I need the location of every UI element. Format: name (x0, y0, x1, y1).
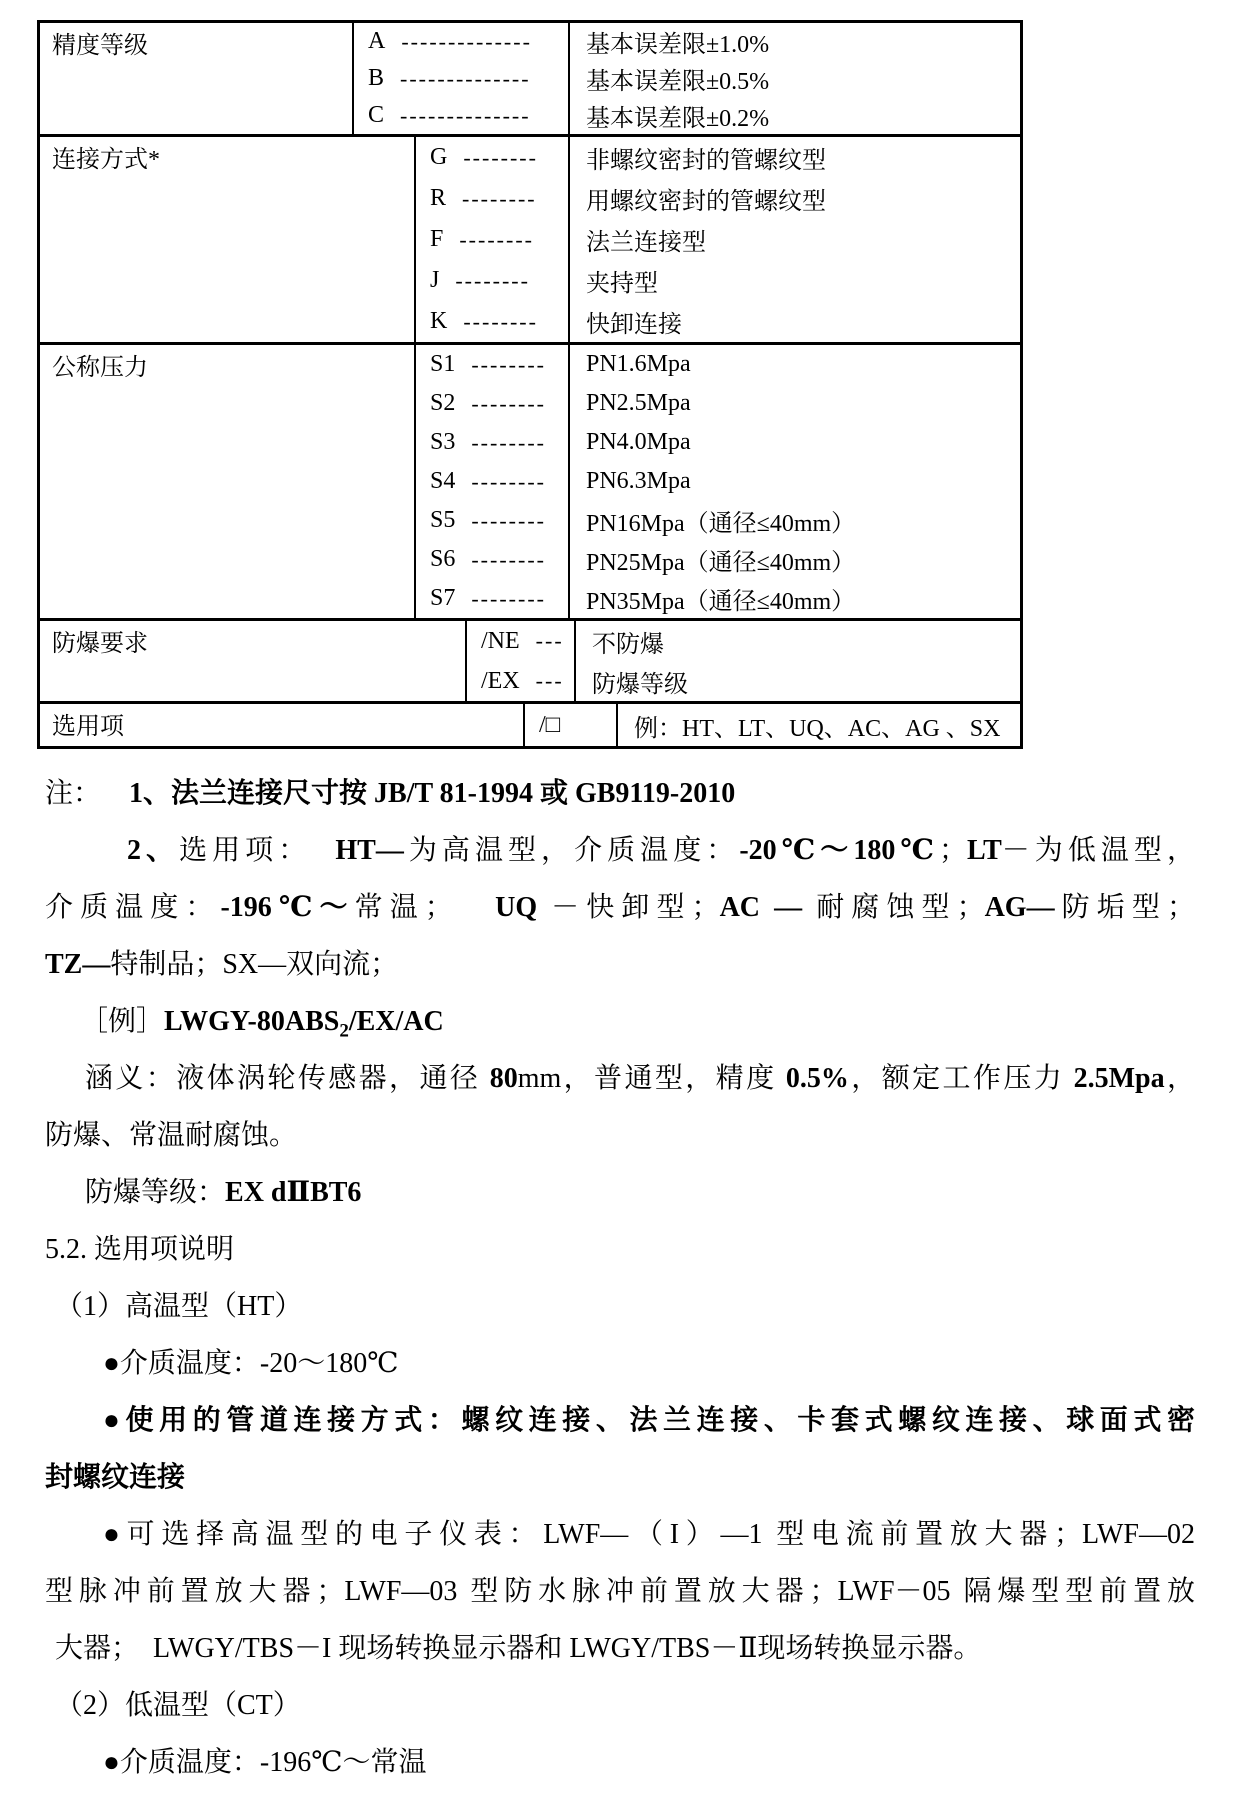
section-label: 公称压力 (40, 345, 416, 618)
note-text-segment: 大器； LWGY/TBS－I 现场转换显示器和 LWGY/TBS－Ⅱ现场转换显示器。 (55, 1633, 982, 1664)
row-description: PN35Mpa（通径≤40mm） (568, 579, 1020, 618)
table-row (416, 219, 1020, 260)
note-text-segment: 型脉冲前置放大器；LWF—03 型防水脉冲前置放大器；LWF－05 隔爆型型前置放 (45, 1576, 1195, 1607)
note-line (45, 936, 1195, 993)
note-text-segment: 1、法兰连接尺寸按 JB/T 81-1994 或 GB9119-2010 (129, 778, 736, 809)
note-text-segment: 5.2. 选用项说明 (45, 1234, 235, 1265)
row-code: R (430, 185, 447, 211)
table-row (416, 501, 1020, 540)
note-text-segment: LT (966, 835, 1002, 866)
note-line (45, 1107, 1195, 1164)
row-dash-leader: -------- (455, 267, 530, 293)
note-text-segment: 防爆等级： (85, 1177, 226, 1208)
row-code-cell (416, 137, 568, 178)
note-text-segment: 防垢型； (1054, 892, 1195, 923)
row-code-cell (416, 219, 568, 260)
row-code: F (430, 226, 444, 252)
note-text-segment: 为高温型，介质温度： (403, 835, 740, 866)
row-code: /EX (481, 667, 520, 694)
note-line (45, 765, 1195, 822)
note-text-segment: 80 (489, 1063, 518, 1094)
row-dash-leader: -------- (471, 390, 546, 416)
row-code-cell (416, 501, 568, 540)
row-code-cell (416, 462, 568, 501)
row-description: 非螺纹密封的管螺纹型 (568, 137, 1020, 178)
note-line (45, 1506, 1195, 1563)
row-code-cell (525, 704, 616, 746)
row-code: G (430, 144, 448, 170)
row-dash-leader: -------- (459, 226, 534, 252)
table-section-optional-items (40, 701, 1020, 746)
row-code-cell (416, 301, 568, 342)
row-code-cell (416, 260, 568, 301)
note-text-segment: 0.5% (785, 1063, 849, 1094)
note-text-segment: AG— (984, 892, 1055, 923)
table-row (354, 23, 1020, 60)
section-rows (525, 704, 1020, 746)
row-dash-leader: -------------- (400, 102, 531, 128)
note-line (45, 1164, 1195, 1221)
note-text-segment: ，额定工作压力 (848, 1063, 1074, 1094)
row-code-cell (416, 423, 568, 462)
note-text-segment: ［例］ (80, 1006, 165, 1037)
note-text-segment: 特制品；SX—双向流； (110, 949, 399, 980)
note-line (45, 1620, 1195, 1677)
row-description: 快卸连接 (568, 301, 1020, 342)
row-dash-leader: -------- (471, 546, 546, 572)
note-text-segment: -196℃～ (220, 892, 355, 923)
section-label: 精度等级 (40, 23, 354, 134)
row-description: 不防爆 (574, 621, 1020, 661)
note-text-segment: ●使用的管道连接方式：螺纹连接、法兰连接、卡套式螺纹连接、球面式密 (103, 1405, 1195, 1436)
note-text-segment: UQ (495, 892, 538, 923)
note-text-segment: 选用项： (179, 835, 336, 866)
row-description: 基本误差限±0.2% (568, 97, 1020, 134)
table-section-explosion-proof (40, 618, 1020, 701)
row-dash-leader: -------- (462, 185, 537, 211)
note-line (45, 822, 1195, 879)
row-code: S2 (430, 390, 456, 416)
table-row (416, 178, 1020, 219)
section-label: 连接方式* (40, 137, 416, 342)
row-code: C (368, 102, 385, 128)
row-dash-leader: -------------- (401, 28, 532, 54)
note-text-segment: （2）低温型（CT） (55, 1690, 301, 1721)
row-code: B (368, 65, 385, 91)
note-text-segment: LWGY-80ABS (164, 1006, 340, 1037)
section-rows (416, 345, 1020, 618)
note-text-segment: ； (938, 835, 967, 866)
note-text-segment: －快卸型； (537, 892, 720, 923)
note-text-segment: 注： (45, 778, 102, 809)
row-description: PN4.0Mpa (568, 423, 1020, 462)
row-code: K (430, 308, 448, 334)
note-text-segment (101, 778, 129, 809)
note-line (45, 1221, 1195, 1278)
row-code: S4 (430, 468, 456, 494)
note-text-segment: 2 (339, 1020, 349, 1042)
row-dash-leader: -------- (471, 585, 546, 611)
row-description: 用螺纹密封的管螺纹型 (568, 178, 1020, 219)
row-description: 防爆等级 (574, 661, 1020, 701)
note-line (45, 1734, 1195, 1791)
row-description: PN25Mpa（通径≤40mm） (568, 540, 1020, 579)
row-description: PN16Mpa（通径≤40mm） (568, 501, 1020, 540)
table-row (416, 384, 1020, 423)
table-section-connection-type (40, 134, 1020, 342)
note-line (45, 1563, 1195, 1620)
table-row (416, 301, 1020, 342)
table-row (354, 60, 1020, 97)
row-code: S1 (430, 351, 456, 377)
row-description: 例：HT、LT、UQ、AC、AG 、SX (616, 704, 1020, 746)
row-code-cell (467, 661, 574, 701)
row-description: 基本误差限±1.0% (568, 23, 1020, 60)
table-row (416, 345, 1020, 384)
note-text-segment: 2、 (127, 835, 180, 866)
note-line (45, 1278, 1195, 1335)
row-dash-leader: --- (535, 668, 564, 693)
row-code: S7 (430, 585, 456, 611)
note-text-segment: TZ— (45, 949, 111, 980)
note-line (45, 1677, 1195, 1734)
note-text-segment: ●介质温度：-20～180℃ (103, 1348, 399, 1379)
row-code: S5 (430, 507, 456, 533)
table-row (354, 97, 1020, 134)
note-line (45, 993, 1195, 1050)
table-row (416, 462, 1020, 501)
spec-table (37, 20, 1023, 749)
table-section-nominal-pressure (40, 342, 1020, 618)
note-text-segment: HT— (335, 835, 404, 866)
note-text-segment: －为低温型， (1001, 835, 1195, 866)
table-section-accuracy-class (40, 23, 1020, 134)
table-row (467, 621, 1020, 661)
row-dash-leader: -------- (463, 308, 538, 334)
row-code-cell (354, 97, 568, 134)
row-code: /NE (481, 627, 520, 654)
table-row (416, 423, 1020, 462)
note-text-segment: EX dⅡBT6 (225, 1177, 362, 1208)
row-dash-leader: -------- (463, 144, 538, 170)
note-line (45, 1050, 1195, 1107)
row-code: /□ (539, 711, 561, 738)
note-text-segment: ， (1164, 1063, 1195, 1094)
note-text-segment: 常温； (354, 892, 496, 923)
note-text-segment: 封螺纹连接 (45, 1462, 186, 1493)
table-row (416, 137, 1020, 178)
row-dash-leader: -------- (471, 429, 546, 455)
note-text-segment: 涵义：液体涡轮传感器，通径 (85, 1063, 490, 1094)
note-line (45, 1449, 1195, 1506)
row-dash-leader: -------- (471, 351, 546, 377)
row-code: S6 (430, 546, 456, 572)
note-text-segment: mm，普通型，精度 (517, 1063, 786, 1094)
note-text-segment: AC — (719, 892, 803, 923)
row-code-cell (467, 621, 574, 661)
note-text-segment: （1）高温型（HT） (55, 1291, 303, 1322)
row-code-cell (416, 384, 568, 423)
table-row (416, 540, 1020, 579)
row-code-cell (416, 345, 568, 384)
row-code-cell (416, 178, 568, 219)
note-text-segment: 防爆、常温耐腐蚀。 (45, 1120, 298, 1151)
table-row (525, 704, 1020, 746)
row-description: PN6.3Mpa (568, 462, 1020, 501)
row-code-cell (354, 60, 568, 97)
row-code-cell (354, 23, 568, 60)
row-description: PN2.5Mpa (568, 384, 1020, 423)
section-label: 选用项 (40, 704, 525, 746)
row-description: 夹持型 (568, 260, 1020, 301)
row-dash-leader: -------------- (400, 65, 531, 91)
row-code: A (368, 28, 386, 54)
table-row (416, 260, 1020, 301)
note-text-segment: /EX/AC (348, 1006, 444, 1037)
row-dash-leader: --- (535, 628, 564, 653)
row-description: 法兰连接型 (568, 219, 1020, 260)
row-description: PN1.6Mpa (568, 345, 1020, 384)
row-code: J (430, 267, 440, 293)
table-row (467, 661, 1020, 701)
section-rows (416, 137, 1020, 342)
notes (45, 765, 1195, 1791)
section-rows (354, 23, 1020, 134)
note-text-segment: -20℃～180℃ (739, 835, 939, 866)
row-dash-leader: -------- (471, 507, 546, 533)
row-code: S3 (430, 429, 456, 455)
document-page (0, 20, 1241, 1808)
note-text-segment: 2.5Mpa (1073, 1063, 1165, 1094)
row-dash-leader: -------- (471, 468, 546, 494)
table-row (416, 579, 1020, 618)
row-description: 基本误差限±0.5% (568, 60, 1020, 97)
row-code-cell (416, 540, 568, 579)
note-text-segment: 耐腐蚀型； (802, 892, 985, 923)
note-line (45, 1335, 1195, 1392)
note-text-segment: 介质温度： (45, 892, 221, 923)
row-code-cell (416, 579, 568, 618)
note-text-segment: ●介质温度：-196℃～常温 (103, 1747, 427, 1778)
note-line (45, 1392, 1195, 1449)
note-line (45, 879, 1195, 936)
section-label: 防爆要求 (40, 621, 467, 701)
note-text-segment: ●可选择高温型的电子仪表：LWF—（I）—1 型电流前置放大器；LWF—02 (103, 1519, 1195, 1550)
section-rows (467, 621, 1020, 701)
